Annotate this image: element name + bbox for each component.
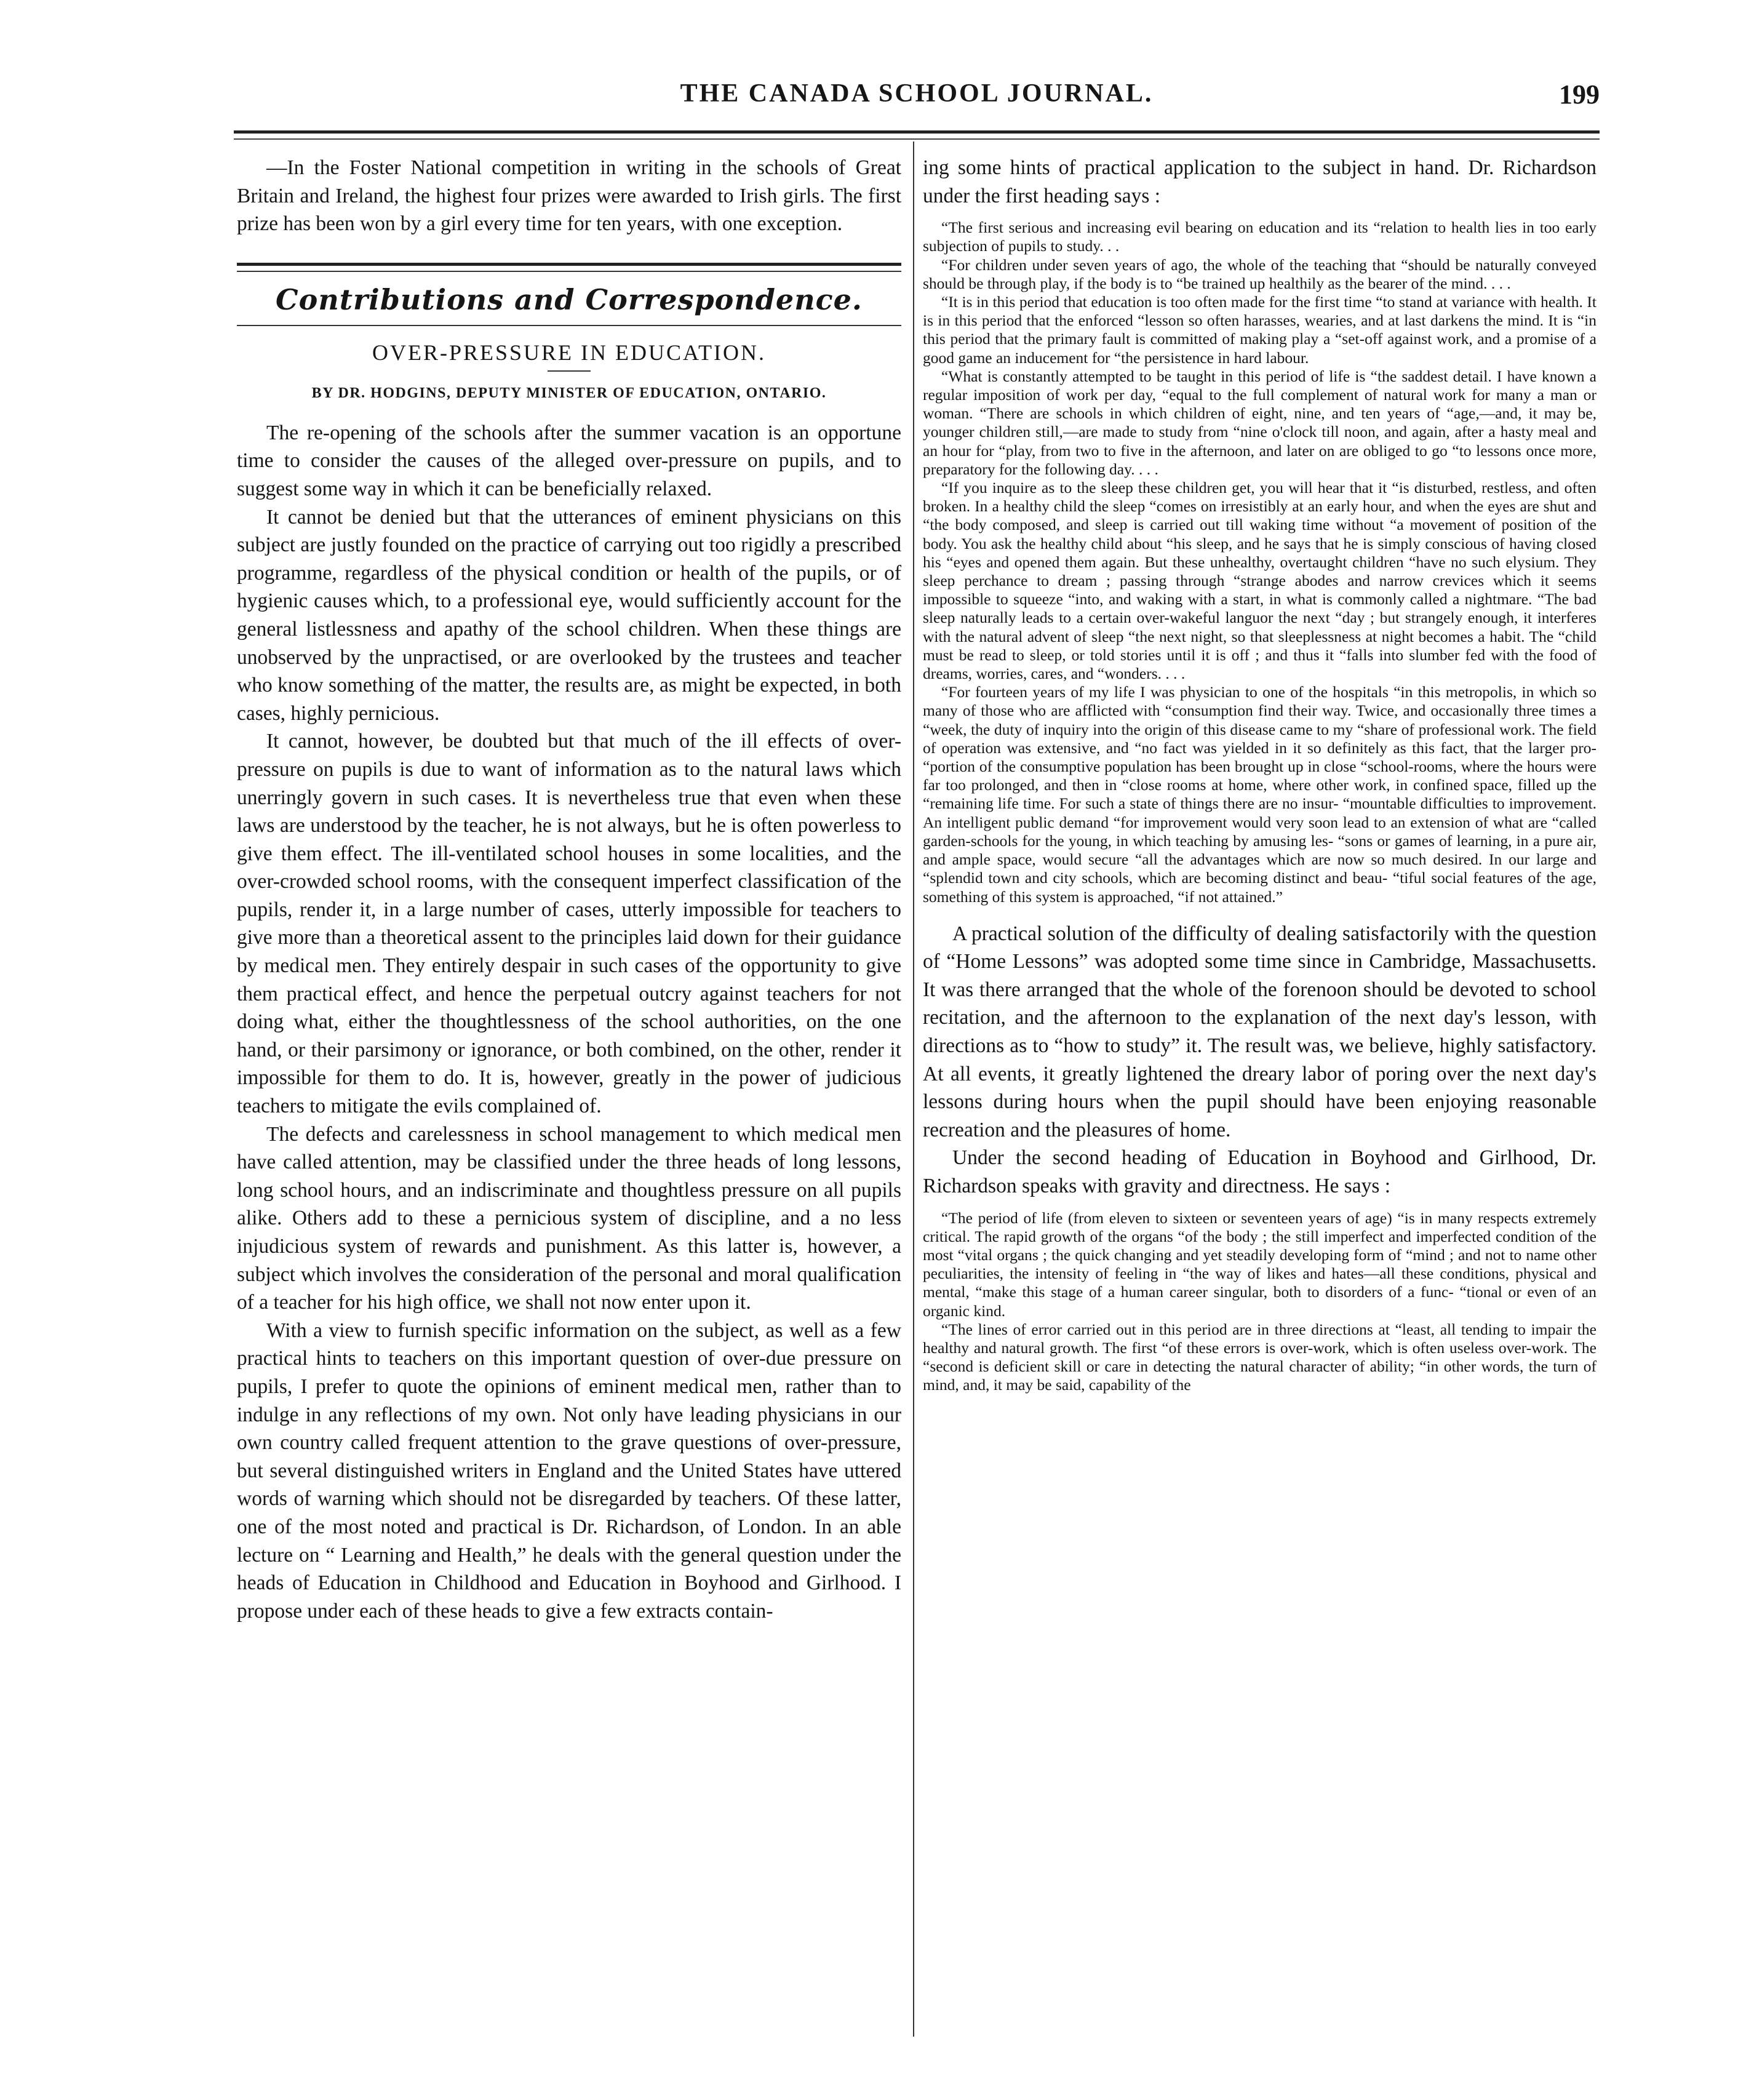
title-rule bbox=[548, 370, 591, 372]
quoted-passage: “For fourteen years of my life I was physician to one of the hospitals “in this metropolis, in which so many of those who are afflicted with “consumption find their way. Twice, and occasionally three times a “week, the duty of inquiry into the origin of this disease came to my “share of professional work. The field of operation was extensive, and “no fact was yielded in it so definitely as this fact, that the larger pro- “portion of the consumptive population has been brought up in close “school-rooms, where the hours were far too prolonged, and then in “close rooms at home, where other work, in confined space, filled up the “remaining life time. For such a state of things there are no insur- “mountable difficulties to improvement. An intelligent public demand “for improvement would very soon lead to an extension of what are “called garden-schools for the young, in which teaching by amusing les- “sons or games of learning, in a pure air, and ample space, would secure “all the advantages which are now so much desired. In our large and “splendid town and city schools, which are becoming distinct and beau- “tiful social features of the age, something of this system is approached, “if not attained.” bbox=[923, 683, 1597, 906]
quoted-passage: “The period of life (from eleven to sixteen or seventeen years of age) “is in many respects extremely critical. The rapid growth of the organs “of the body ; the still imperfect and imperfected condition of the most “vital organs ; the quick changing and yet steadily developing form of “mind ; and not to name other peculiarities, the intensity of feeling in “the way of likes and hates—all these conditions, physical and mental, “make this stage of a human career singular, both to disorders of a func- “tional or even of an organic kind. bbox=[923, 1208, 1597, 1320]
page-number: 199 bbox=[1559, 79, 1600, 110]
paragraph: The re-opening of the schools after the summer vacation is an opportune time to consider the causes of the alleged over-pressure on pupils, and to suggest some way in which it can be beneficially relaxed. bbox=[237, 421, 901, 500]
article-byline: BY DR. HODGINS, DEPUTY MINISTER OF EDUCATION, ONTARIO. bbox=[311, 385, 827, 401]
paragraph: With a view to furnish specific information on the subject, as well as a few practical hints to teachers on this important question of over-due pressure on pupils, I prefer to quote the opinions of eminent medical men, rather than to indulge in any reflections of my own. Not only have leading physicians in our own country called frequent attention to the grave questions of over-pressure, but several distinguished writers in England and the United States have uttered words of warning which should not be disregarded by teachers. Of these latter, one of the most noted and practical is Dr. Richardson, of London. In an able lecture on “ Learning and Health,” he deals with the general question under the heads of Education in Childhood and Education in Boyhood and Girlhood. I propose under each of these heads to give a few extracts contain- bbox=[237, 1319, 901, 1623]
article-title: OVER-PRESSURE IN EDUCATION. bbox=[372, 340, 767, 365]
page-header bbox=[234, 79, 1600, 122]
section-rule-top-thin bbox=[237, 271, 901, 272]
news-item: —In the Foster National competition in writing in the schools of Great Britain and Ireland, the highest four prizes were awarded to Irish girls. The first prize has been won by a girl every time for ten years, with one exception. bbox=[237, 156, 901, 236]
left-column bbox=[237, 154, 901, 1625]
quoted-passage: “It is in this period that education is too often made for the first time “to stand at variance with health. It is in this period that the enforced “lesson so often harasses, wearies, and at last darkens the mind. It is “in this period that the primary fault is committed of making play a “set-off against work, and a promise of a good game an inducement for “the persistence in hard labour. bbox=[923, 293, 1597, 367]
quoted-passage: “The lines of error carried out in this period are in three directions at “least, all tending to impair the healthy and natural growth. The first “of these errors is over-work, which is often useless over-work. The “second is deficient skill or care in detecting the natural character of ability; “in other words, the turn of mind, and, it may be said, capability of the bbox=[923, 1320, 1597, 1394]
quoted-passage: “What is constantly attempted to be taught in this period of life is “the saddest detail. I have known a regular imposition of work per day, “equal to the full complement of natural work for many a man or woman. “There are schools in which children of eight, nine, and ten years of “age,—and, it may be, younger children still,—are made to study from “nine o'clock till noon, and again, after a hasty meal and an hour for “play, from two to five in the afternoon, and later on are obliged to go “to lessons once more, preparatory for the following day. . . . bbox=[923, 367, 1597, 478]
section-rule-top bbox=[237, 263, 901, 266]
quoted-passage: “The first serious and increasing evil bearing on education and its “relation to health lies in too early subjection of pupils to study. . . bbox=[923, 218, 1597, 255]
header-rule-thin bbox=[234, 138, 1600, 140]
paragraph-continued: ing some hints of practical application to the subject in hand. Dr. Richardson under the first heading says : bbox=[923, 156, 1597, 207]
header-rule bbox=[234, 130, 1600, 134]
right-column bbox=[923, 154, 1597, 1395]
paragraph: It cannot, however, be doubted but that much of the ill effects of over-pressure on pupils is due to want of information as to the natural laws which unerringly govern in such cases. It is nevertheless true that even when these laws are understood by the teacher, he is not always, but he is often powerless to give them effect. The ill-ventilated school houses in some localities, and the over-crowded school rooms, with the consequent imperfect classification of the pupils, render it, in a large number of cases, utterly impossible for teachers to give more than a theoretical assent to the principles laid down for their guidance by medical men. They entirely despair in such cases of the opportunity to give them practical effect, and hence the perpetual outcry against teachers for not doing what, either the thoughtlessness of the school authorities, on the one hand, or their parsimony or ignorance, or both combined, on the other, render it impossible for them to do. It is, however, greatly in the power of judicious teachers to mitigate the evils complained of. bbox=[237, 730, 901, 1118]
section-heading: Contributions and Correspondence. bbox=[276, 282, 863, 316]
paragraph: It cannot be denied but that the utterances of eminent physicians on this subject are justly founded on the practice of carrying out too rigidly a prescribed programme, regardless of the physical condition or health of the pupils, or of hygienic causes which, to a professional eye, would sufficiently account for the general listlessness and apathy of the school children. When these things are unobserved by the unpractised, or are overlooked by the trustees and teacher who know something of the matter, the results are, as might be expected, in both cases, highly pernicious. bbox=[237, 505, 901, 725]
journal-title: THE CANADA SCHOOL JOURNAL. bbox=[680, 79, 1154, 108]
quoted-passage: “If you inquire as to the sleep these children get, you will hear that it “is disturbed, restless, and often broken. In a healthy child the sleep “comes on irresistibly at an early hour, and when the eyes are shut and “the body composed, and sleep is carried out till waking time without “a movement of position of the body. You ask the healthy child about “his sleep, and he says that he is simply conscious of having closed his “eyes and opened them again. But these unhealthy, overtaught children “have no such elysium. They sleep perchance to dream ; passing through “strange abodes and narrow crevices which it seems impossible to squeeze “into, and waking with a start, in what is commonly called a nightmare. “The bad sleep naturally leads to a certain over-wakeful languor the next “day ; but strangely enough, it interferes with the natural advent of sleep “the next night, so that sleeplessness at night becomes a habit. The “child must be read to sleep, or told stories until it is off ; and thus it “falls into slumber fed with the food of dreams, worries, cares, and “wonders. . . . bbox=[923, 479, 1597, 683]
section-rule-bottom bbox=[237, 325, 901, 326]
paragraph: Under the second heading of Education in Boyhood and Girlhood, Dr. Richardson speaks with gravity and directness. He says : bbox=[923, 1146, 1597, 1198]
column-divider bbox=[913, 142, 914, 2037]
quoted-passage: “For children under seven years of ago, the whole of the teaching that “should be naturally conveyed should be through play, if the body is to “be trained up healthily as the bearer of the mind. . . . bbox=[923, 255, 1597, 292]
paragraph: The defects and carelessness in school management to which medical men have called attention, may be classified under the three heads of long lessons, long school hours, and an indiscriminate and thoughtless pressure on all pupils alike. Others add to these a pernicious system of discipline, and a no less injudicious system of rewards and punishment. As this latter is, however, a subject which involves the consideration of the personal and moral qualification of a teacher for his high office, we shall not now enter upon it. bbox=[237, 1122, 901, 1314]
paragraph: A practical solution of the difficulty of dealing satisfactorily with the question of “Home Lessons” was adopted some time since in Cambridge, Massachusetts. It was there arranged that the whole of the forenoon should be devoted to school recitation, and the afternoon to the explanation of the next day's lesson, with directions as to “how to study” it. The result was, we believe, highly satisfactory. At all events, it greatly lightened the dreary labor of poring over the next day's lessons during hours when the pupil should have been enjoying reasonable recreation and the pleasures of home. bbox=[923, 922, 1597, 1141]
